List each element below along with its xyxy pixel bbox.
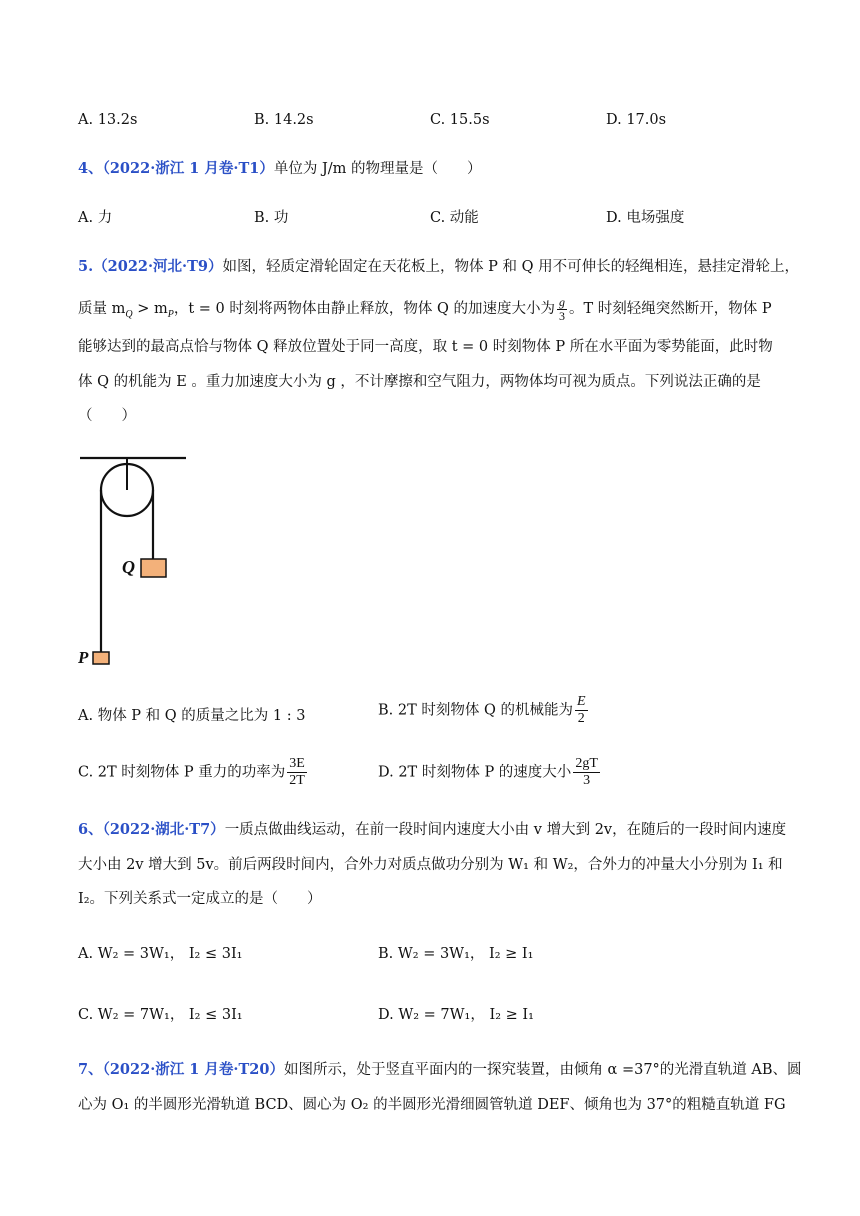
q5-text-2: ，t = 0 时刻将两物体由静止释放，物体 Q 的加速度大小为 — [173, 301, 555, 317]
q5-option-b: B. 2T 时刻物体 Q 的机械能为 $\frac{E}{2}$ — [378, 694, 586, 726]
q6-option-b: B. W₂ = 3W₁， I₂ ≥ I₁ — [378, 946, 534, 962]
q5-line-1 — [78, 257, 800, 277]
q5-line-2: 质量 $m_Q > m_P$，t = 0 时刻将两物体由静止释放，物体 Q 的加速度大小为 $\frac{g}{3}$ 。T 时刻轻绳突然断开，物体 P — [78, 294, 772, 323]
q5-option-a: A. 物体 P 和 Q 的质量之比为 1 : 3 — [78, 708, 306, 724]
q4-stem — [78, 159, 786, 179]
q5-number: 5. — [78, 258, 94, 275]
q7-text-1: 如图所示，处于竖直平面内的一探究装置，由倾角 α =37°的光滑直轨道 AB、圆 — [283, 1062, 802, 1078]
q6-number: 6、 — [78, 821, 103, 838]
q7-line-2: 心为 O₁ 的半圆形光滑轨道 BCD、圆心为 O₂ 的半圆形光滑细圆管轨道 DEF、倾角也为 37°的粗糙直轨道 FG — [78, 1097, 786, 1113]
q4-option-a: A. 力 — [78, 210, 113, 226]
q5-text-2b: 。T 时刻轻绳突然断开，物体 P — [568, 301, 772, 317]
q5-line-5: （ ） — [78, 408, 136, 424]
q6-option-c: C. W₂ = 7W₁， I₂ ≤ 3I₁ — [78, 1007, 243, 1023]
q7-line-1 — [78, 1060, 802, 1080]
q6-line-2: 大小由 2v 增大到 5v。前后两段时间内，合外力对质点做功分别为 W₁ 和 W₂，合外力的冲量大小分别为 I₁ 和 — [78, 857, 783, 873]
q6-text-1: 一质点做曲线运动，在前一段时间内速度大小由 v 增大到 2v，在随后的一段时间内速度 — [224, 822, 787, 838]
q5-tag: （2022·河北·T9） — [93, 258, 223, 275]
q7-number: 7、 — [78, 1061, 103, 1078]
q5-option-c-fraction: $\frac{3E}{2T}$ — [289, 756, 305, 788]
q4-option-c: C. 动能 — [430, 210, 479, 226]
q5-fraction-g-over-3: $\frac{g}{3}$ — [558, 294, 565, 323]
block-p — [93, 652, 109, 664]
q4-text: 单位为 J/m 的物理量是（ ） — [273, 161, 482, 177]
q6-line-3: I₂。下列关系式一定成立的是（ ） — [78, 891, 322, 907]
q5-option-b-fraction: $\frac{E}{2}$ — [577, 694, 586, 726]
q4-number: 4、 — [78, 160, 103, 177]
q3-option-d: D. 17.0s — [606, 112, 667, 128]
q3-option-c: C. 15.5s — [430, 112, 490, 128]
q7-tag: （2022·浙江 1 月卷·T20） — [102, 1061, 284, 1078]
q6-line-1 — [78, 820, 786, 840]
q5-line-4: 体 Q 的机能为 E 。重力加速度大小为 g ，不计摩擦和空气阻力，两物体均可视为质点。下列说法正确的是 — [78, 374, 761, 390]
q5-option-d: D. 2T 时刻物体 P 的速度大小 $\frac{2gT}{3}$ — [378, 756, 598, 788]
q5-option-d-fraction: $\frac{2gT}{3}$ — [575, 756, 598, 788]
q3-option-b: B. 14.2s — [254, 112, 314, 128]
q3-option-a: A. 13.2s — [78, 112, 138, 128]
pulley-diagram — [78, 452, 190, 672]
q6-option-d: D. W₂ = 7W₁， I₂ ≥ I₁ — [378, 1007, 534, 1023]
q5-line-3: 能够达到的最高点恰与物体 Q 释放位置处于同一高度，取 t = 0 时刻物体 P 所在水平面为零势能面，此时物 — [78, 339, 773, 355]
q6-tag: （2022·湖北·T7） — [102, 821, 225, 838]
label-p: P — [78, 648, 89, 667]
q5-mass-p-label: > m — [132, 301, 168, 317]
block-q — [141, 559, 166, 577]
q5-mass-q-label: 质量 m — [78, 301, 126, 317]
q4-option-d: D. 电场强度 — [606, 210, 685, 226]
q4-tag: （2022·浙江 1 月卷·T1） — [102, 160, 274, 177]
q4-option-b: B. 功 — [254, 210, 289, 226]
q5-text-1: 如图，轻质定滑轮固定在天花板上，物体 P 和 Q 用不可伸长的轻绳相连，悬挂定滑轮上， — [222, 259, 800, 275]
q6-option-a: A. W₂ = 3W₁， I₂ ≤ 3I₁ — [78, 946, 243, 962]
label-q: Q — [122, 557, 135, 577]
q5-option-c: C. 2T 时刻物体 P 重力的功率为 $\frac{3E}{2T}$ — [78, 756, 305, 788]
